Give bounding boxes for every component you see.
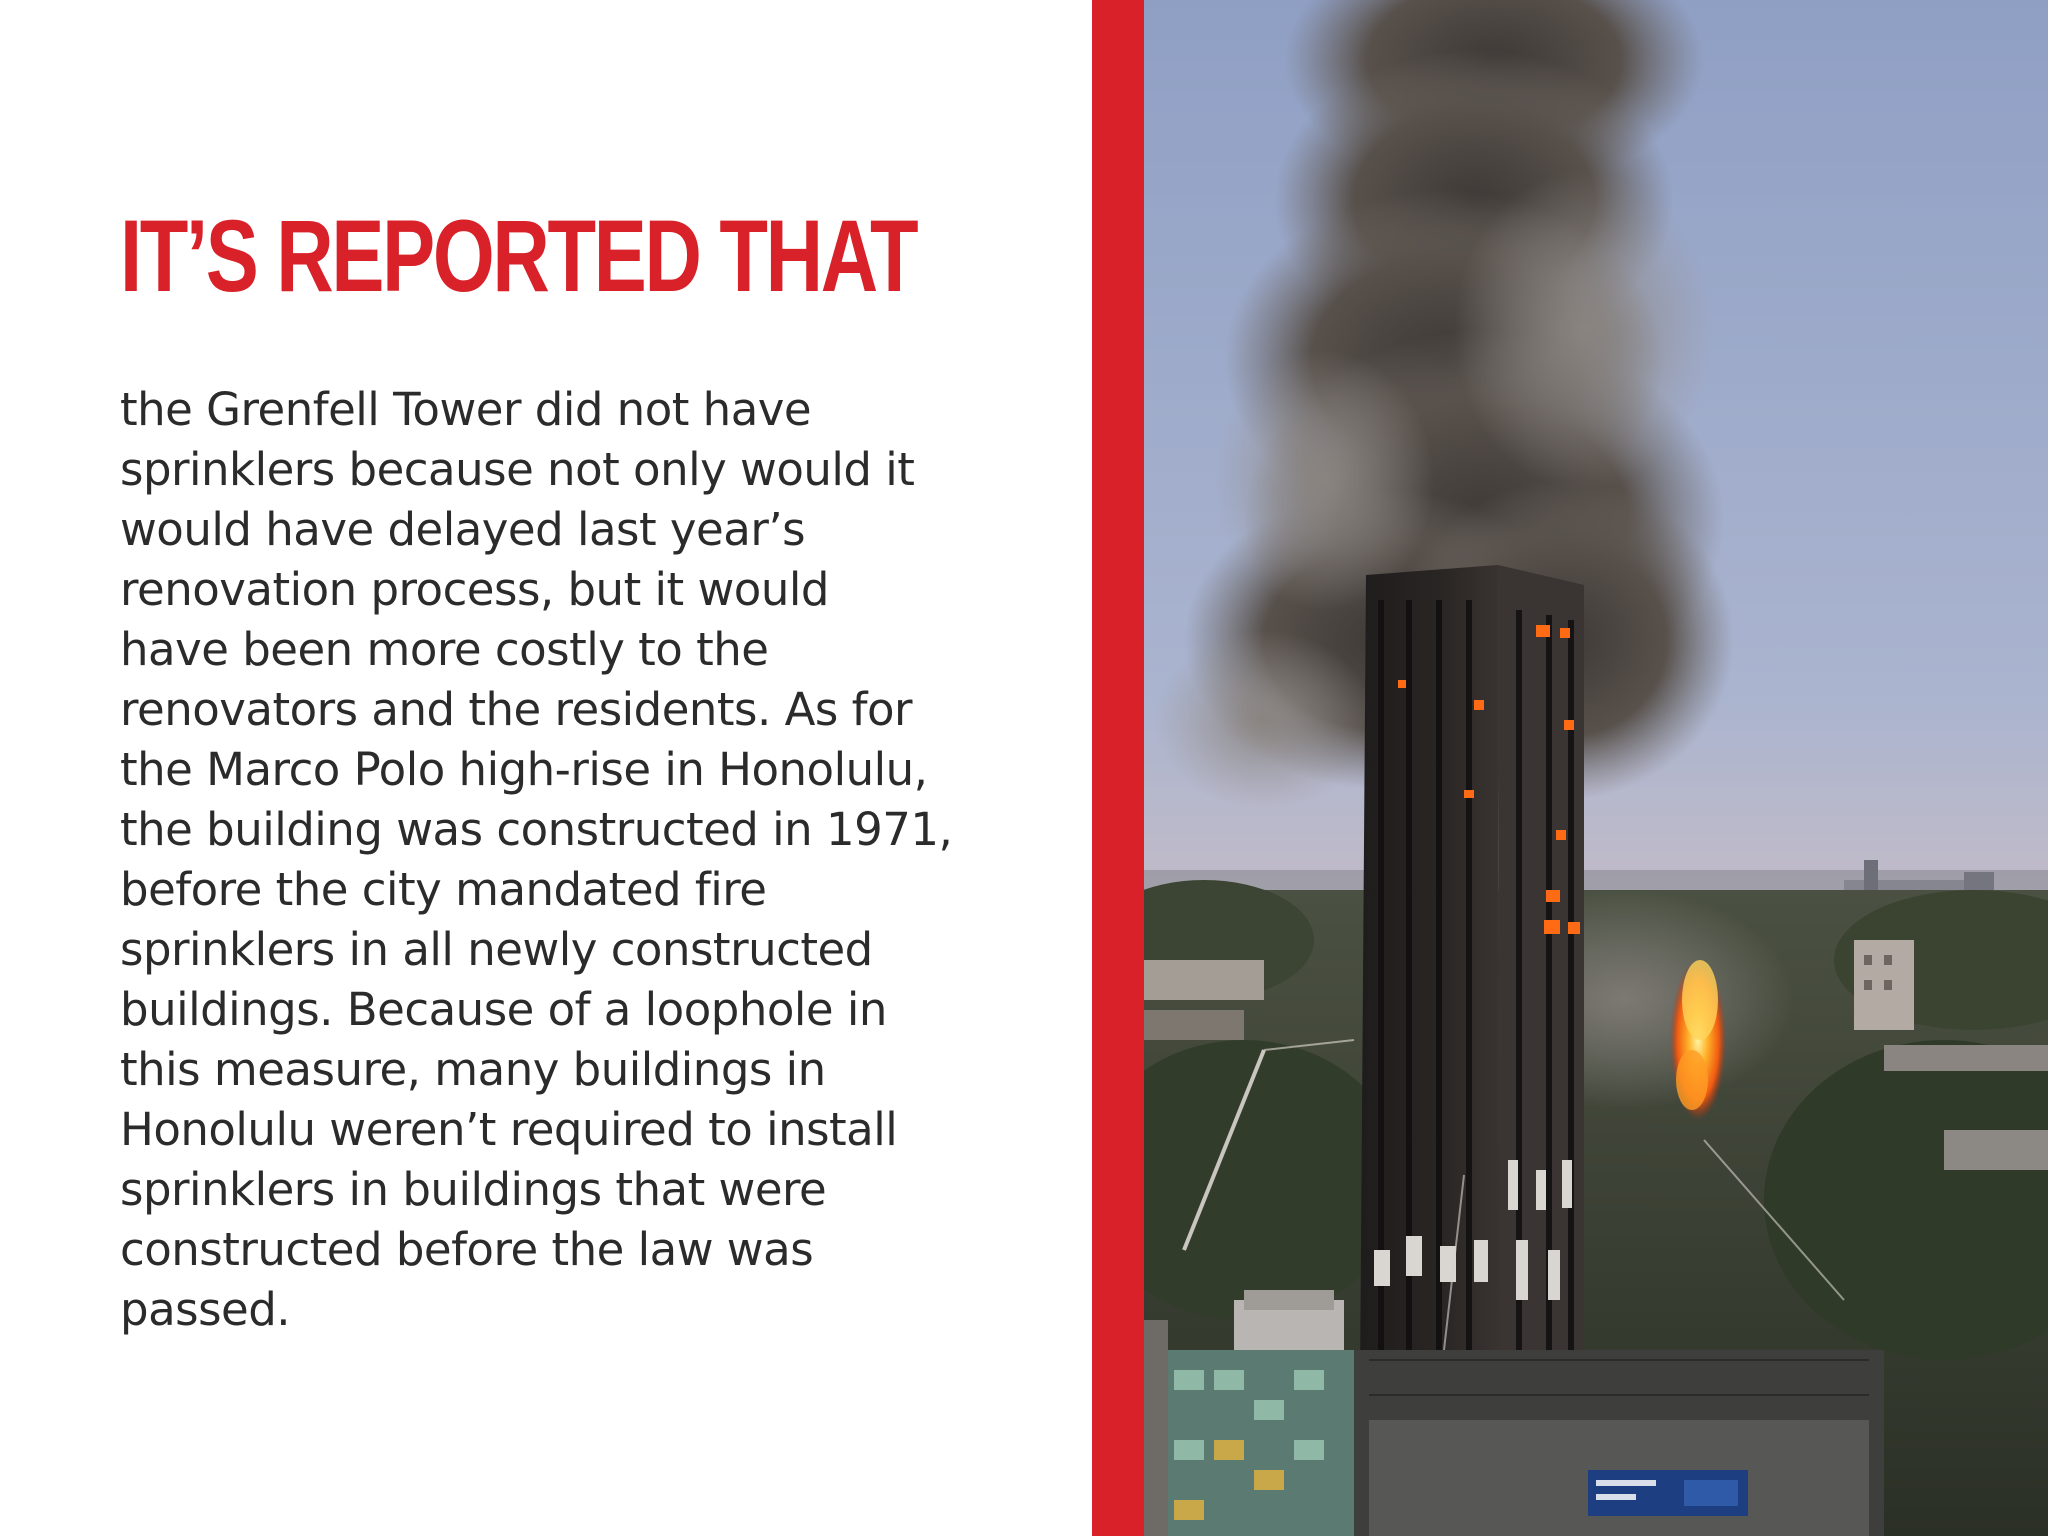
body-line: this measure, many buildings in: [120, 1043, 826, 1096]
body-line: before the city mandated fire: [120, 863, 767, 916]
body-line: constructed before the law was: [120, 1223, 814, 1276]
body-line: passed.: [120, 1283, 291, 1336]
body-line: renovation process, but it would: [120, 563, 829, 616]
body-line: would have delayed last year’s: [120, 503, 806, 556]
body-line: sprinklers in all newly constructed: [120, 923, 873, 976]
body-line: the Marco Polo high-rise in Honolulu,: [120, 743, 928, 796]
body-line: renovators and the residents. As for: [120, 683, 913, 736]
body-line: sprinklers in buildings that were: [120, 1163, 827, 1216]
body-line: have been more costly to the: [120, 623, 769, 676]
body-line: buildings. Because of a loophole in: [120, 983, 887, 1036]
headline: IT’S REPORTED THAT: [120, 199, 917, 313]
accent-divider-bar: [1092, 0, 1144, 1536]
body-line: sprinklers because not only would it: [120, 443, 915, 496]
body-line: Honolulu weren’t required to install: [120, 1103, 898, 1156]
body-paragraph: [120, 380, 1020, 1340]
body-line: the building was constructed in 1971,: [120, 803, 953, 856]
tower-fire-photo: [1144, 0, 2048, 1536]
body-line: the Grenfell Tower did not have: [120, 383, 812, 436]
